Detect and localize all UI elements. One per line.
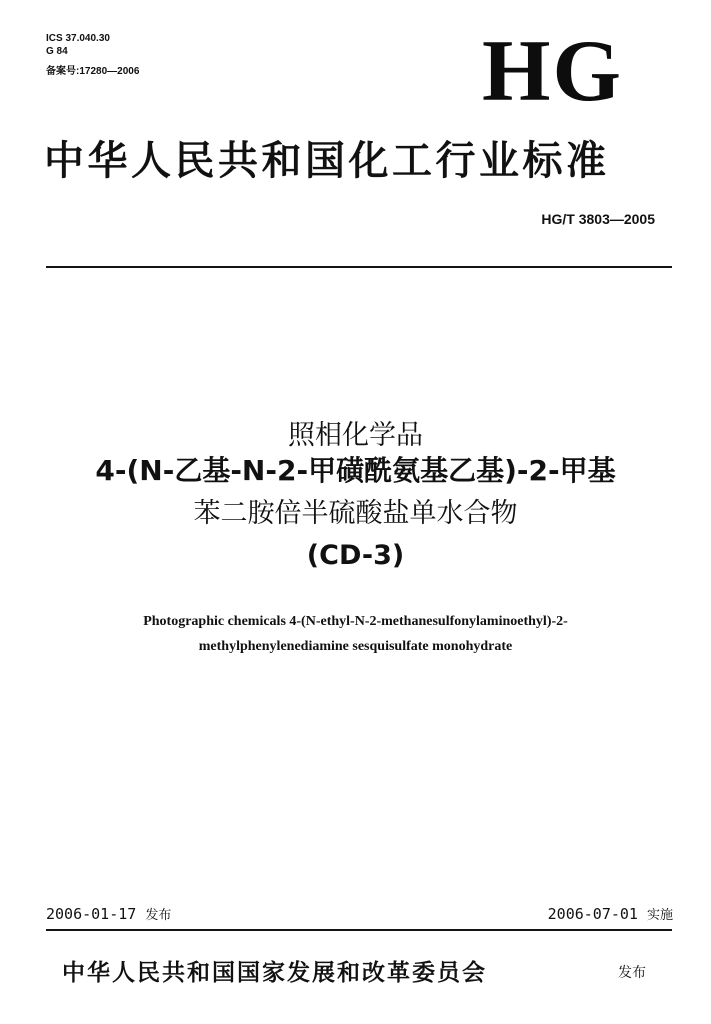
title-cn-line-2: 4-(N-乙基-N-2-甲磺酰氨基乙基)-2-甲基 xyxy=(95,454,616,487)
ics-code: ICS 37.040.30 xyxy=(46,33,110,44)
title-en-line-2: methylphenylenediamine sesquisulfate monohydrate xyxy=(198,639,513,654)
title-cn-line-4: (CD-3) xyxy=(306,540,405,571)
hg-standard-logo: HG xyxy=(482,23,623,120)
title-en-line-1: Photographic chemicals 4-(N-ethyl-N-2-methanesulfonylaminoethyl)-2- xyxy=(143,614,568,629)
bottom-divider xyxy=(46,929,672,931)
publisher-name: 中华人民共和国国家发展和改革委员会 xyxy=(62,959,487,986)
title-cn-line-1: 照相化学品 xyxy=(288,420,423,451)
implementation-date-line xyxy=(548,905,673,925)
publisher-action: 发布 xyxy=(618,965,646,981)
standard-number: HG/T 3803—2005 xyxy=(541,211,655,227)
ccs-code: G 84 xyxy=(46,46,68,57)
implementation-date: 2006-07-01 xyxy=(547,905,638,923)
release-date: 2006-01-17 xyxy=(46,905,137,923)
release-date-line xyxy=(46,905,171,925)
release-label: 发布 xyxy=(145,908,172,923)
top-divider xyxy=(46,266,672,268)
title-cn-line-3: 苯二胺倍半硫酸盐单水合物 xyxy=(193,498,518,529)
implementation-label: 实施 xyxy=(646,908,673,923)
issuing-body-title: 中华人民共和国化工行业标准 xyxy=(44,137,610,184)
filing-number: 备案号:17280—2006 xyxy=(46,66,140,77)
